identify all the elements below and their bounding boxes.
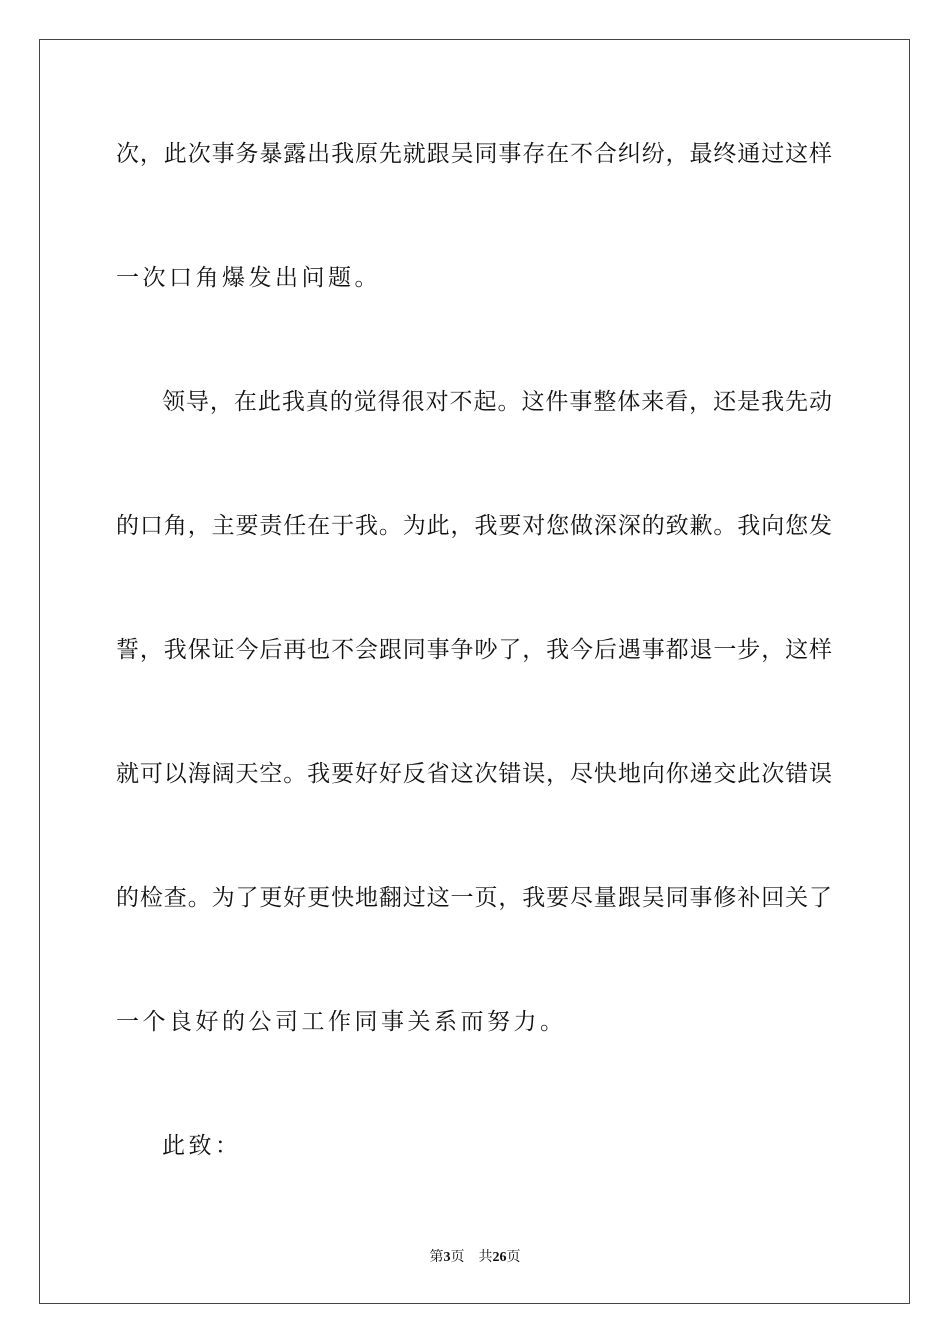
footer-total-suffix: 页	[506, 1249, 521, 1265]
footer-page-suffix: 页	[450, 1249, 465, 1265]
page-footer	[0, 1248, 950, 1267]
page-border	[39, 39, 910, 1304]
footer-total-prefix: 共	[478, 1249, 493, 1265]
closing-salutation: 此致：	[162, 1133, 242, 1159]
body-line-6: 就可以海阔天空。我要好好反省这次错误，尽快地向你递交此次错误	[116, 761, 832, 787]
footer-page-number: 3	[443, 1250, 451, 1265]
footer-total-pages: 26	[492, 1250, 507, 1265]
body-line-8: 一个良好的公司工作同事关系而努力。	[116, 1009, 567, 1035]
body-line-3: 领导，在此我真的觉得很对不起。这件事整体来看，还是我先动	[162, 389, 832, 415]
body-line-5: 誓，我保证今后再也不会跟同事争吵了，我今后遇事都退一步，这样	[116, 637, 832, 663]
body-line-1: 次，此次事务暴露出我原先就跟吴同事存在不合纠纷，最终通过这样	[116, 141, 832, 167]
body-line-4: 的口角，主要责任在于我。为此，我要对您做深深的致歉。我向您发	[116, 513, 832, 539]
body-line-2: 一次口角爆发出问题。	[116, 265, 381, 291]
body-line-7: 的检查。为了更好更快地翻过这一页，我要尽量跟吴同事修补回关了	[116, 885, 832, 911]
footer-page-prefix: 第	[429, 1249, 444, 1265]
